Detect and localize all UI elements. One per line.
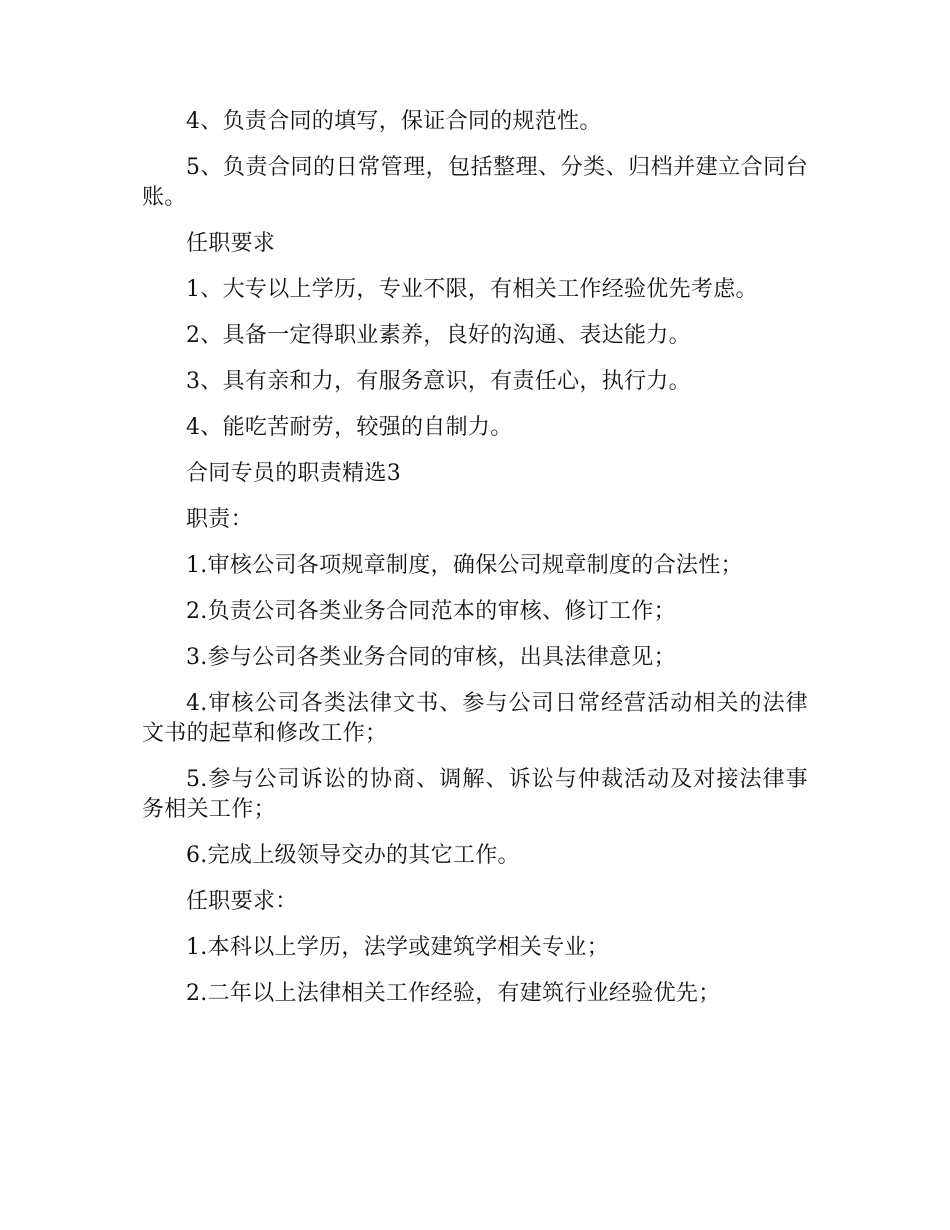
list-item: 1.本科以上学历，法学或建筑学相关专业； — [186, 935, 609, 960]
section-heading: 任职要求： — [186, 889, 298, 914]
list-item: 3、具有亲和力，有服务意识，有责任心，执行力。 — [186, 369, 691, 394]
list-item: 6.完成上级领导交办的其它工作。 — [186, 843, 520, 868]
section-heading: 职责： — [186, 507, 253, 532]
section-heading: 任职要求 — [186, 231, 276, 256]
list-item: 2.二年以上法律相关工作经验，有建筑行业经验优先； — [186, 981, 721, 1006]
list-item: 5、负责合同的日常管理，包括整理、分类、归档并建立合同台账。 — [142, 155, 808, 210]
list-item: 5.参与公司诉讼的协商、调解、诉讼与仲裁活动及对接法律事务相关工作； — [142, 767, 808, 822]
list-item: 1、大专以上学历，专业不限，有相关工作经验优先考虑。 — [186, 277, 758, 302]
list-item: 4、负责合同的填写，保证合同的规范性。 — [186, 109, 602, 134]
list-item: 1.审核公司各项规章制度，确保公司规章制度的合法性； — [186, 553, 743, 578]
document-body — [142, 107, 808, 1025]
list-item: 4、能吃苦耐劳，较强的自制力。 — [186, 415, 513, 440]
list-item: 2.负责公司各类业务合同范本的审核、修订工作； — [186, 599, 676, 624]
list-item: 3.参与公司各类业务合同的审核，出具法律意见； — [186, 645, 676, 670]
section-title: 合同专员的职责精选3 — [186, 461, 401, 486]
list-item: 2、具备一定得职业素养，良好的沟通、表达能力。 — [186, 323, 691, 348]
list-item: 4.审核公司各类法律文书、参与公司日常经营活动相关的法律文书的起草和修改工作； — [142, 691, 808, 746]
